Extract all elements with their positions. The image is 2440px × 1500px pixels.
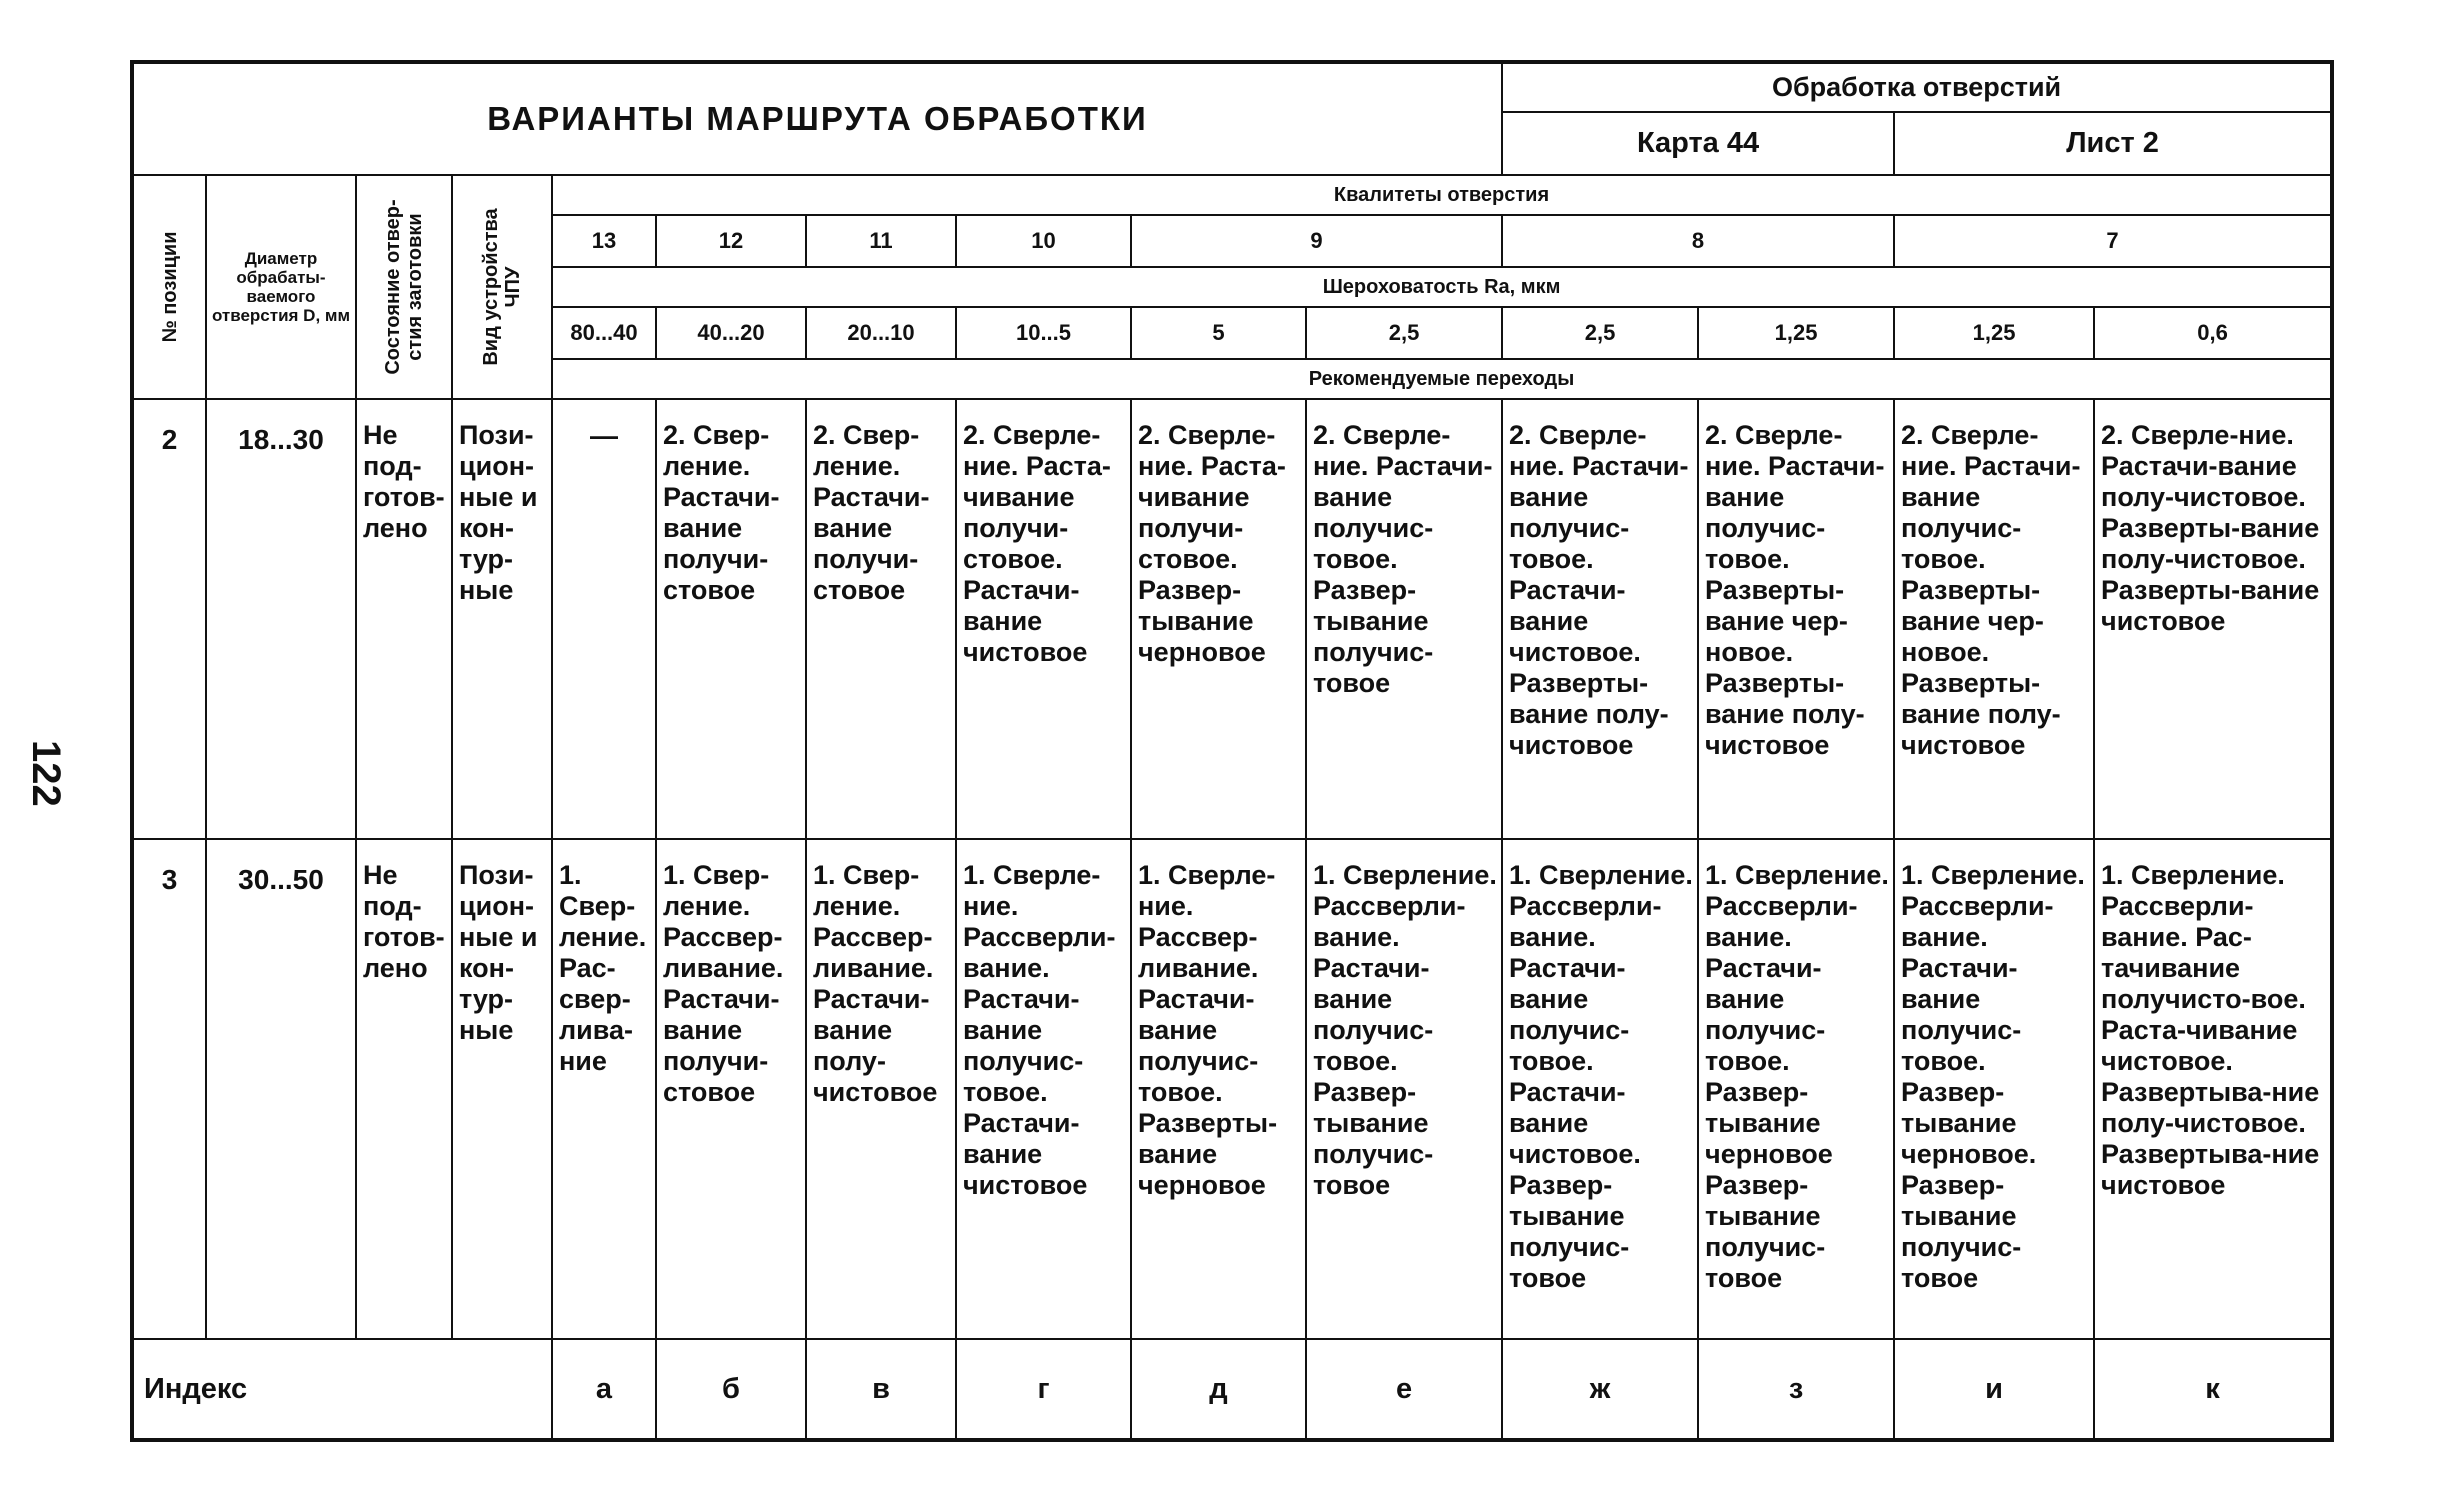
roughness-cell: 2,5 xyxy=(1306,307,1502,359)
state-cell: Не под-готов-лено xyxy=(356,839,452,1339)
quality-cell: 10 xyxy=(956,215,1131,267)
transition-cell: 1. Сверление. Рассверли-вание. Растачи-вание получис-товое. Растачи-вание чистовое. Развер-тывание получис-товое xyxy=(1502,839,1698,1339)
header-device-text: Вид устройства ЧПУ xyxy=(480,208,524,366)
transition-cell: — xyxy=(552,399,656,839)
roughness-cell: 20...10 xyxy=(806,307,956,359)
index-cell: и xyxy=(1894,1339,2094,1440)
roughness-cell: 1,25 xyxy=(1894,307,2094,359)
routing-table xyxy=(130,60,2334,1442)
index-cell: в xyxy=(806,1339,956,1440)
roughness-cell: 40...20 xyxy=(656,307,806,359)
transitions-header: Рекомендуемые переходы xyxy=(552,359,2332,399)
transition-cell: 2. Сверле-ние. Раста-чивание получи-стовое. Растачи-вание чистовое xyxy=(956,399,1131,839)
index-cell: а xyxy=(552,1339,656,1440)
quality-cell: 8 xyxy=(1502,215,1894,267)
roughness-cell: 1,25 xyxy=(1698,307,1894,359)
transition-cell: 2. Свер-ление. Растачи-вание получи-стовое xyxy=(806,399,956,839)
diameter-cell: 18...30 xyxy=(206,399,356,839)
quality-cell: 12 xyxy=(656,215,806,267)
diameter-cell: 30...50 xyxy=(206,839,356,1339)
transition-cell: 1. Сверление. Рассверли-вание. Рас-тачивание получисто-вое. Раста-чивание чистовое. Развертыва-ние полу-чистовое. Развертыва-ние чистовое xyxy=(2094,839,2332,1339)
quality-header: Квалитеты отверстия xyxy=(552,175,2332,215)
transition-cell: 2. Сверле-ние. Растачи-вание получис-товое. Развер-тывание получис-товое xyxy=(1306,399,1502,839)
index-row xyxy=(132,1339,2332,1440)
quality-cell: 13 xyxy=(552,215,656,267)
index-cell: к xyxy=(2094,1339,2332,1440)
quality-cell: 7 xyxy=(1894,215,2332,267)
transition-cell: 2. Сверле-ние. Растачи-вание получис-товое. Разверты-вание чер-новое. Разверты-вание полу-чистовое xyxy=(1698,399,1894,839)
roughness-cell: 80...40 xyxy=(552,307,656,359)
roughness-header: Шероховатость Ra, мкм xyxy=(552,267,2332,307)
index-cell: з xyxy=(1698,1339,1894,1440)
transition-cell: 1. Сверле-ние. Рассвер-ливание. Растачи-вание получис-товое. Разверты-вание черновое xyxy=(1131,839,1306,1339)
header-diameter: Диаметр обрабаты-ваемого отверстия D, мм xyxy=(206,175,356,399)
transition-cell: 2. Сверле-ние. Растачи-вание получис-товое. Растачи-вание чистовое. Разверты-вание полу-чистовое xyxy=(1502,399,1698,839)
roughness-cell: 5 xyxy=(1131,307,1306,359)
index-cell: д xyxy=(1131,1339,1306,1440)
device-cell: Пози-цион-ные и кон-тур-ные xyxy=(452,839,552,1339)
position-cell: 3 xyxy=(132,839,206,1339)
device-cell: Пози-цион-ные и кон-тур-ные xyxy=(452,399,552,839)
transition-cell: 2. Сверле-ние. Раста-чивание получи-стовое. Развер-тывание черновое xyxy=(1131,399,1306,839)
roughness-cell: 10...5 xyxy=(956,307,1131,359)
header-position-text: № позиции xyxy=(158,231,181,343)
header-position xyxy=(132,175,206,399)
page-number: 122 xyxy=(24,740,68,807)
transition-cell: 1. Свер-ление. Рас-свер-лива-ние xyxy=(552,839,656,1339)
state-cell: Не под-готов-лено xyxy=(356,399,452,839)
header-device xyxy=(452,175,552,399)
quality-cell: 9 xyxy=(1131,215,1502,267)
transition-cell: 1. Сверление. Рассверли-вание. Растачи-вание получис-товое. Развер-тывание черновое Развер-тывание получис-товое xyxy=(1698,839,1894,1339)
quality-cell: 11 xyxy=(806,215,956,267)
index-cell: е xyxy=(1306,1339,1502,1440)
sheet-number: Лист 2 xyxy=(1894,112,2332,175)
transition-cell: 1. Сверле-ние. Рассверли-вание. Растачи-вание получис-товое. Растачи-вание чистовое xyxy=(956,839,1131,1339)
table-title: ВАРИАНТЫ МАРШРУТА ОБРАБОТКИ xyxy=(132,62,1502,175)
transition-cell: 1. Сверление. Рассверли-вание. Растачи-вание получис-товое. Развер-тывание черновое. Развер-тывание получис-товое xyxy=(1894,839,2094,1339)
transition-cell: 1. Свер-ление. Рассвер-ливание. Растачи-вание полу-чистовое xyxy=(806,839,956,1339)
index-cell: б xyxy=(656,1339,806,1440)
roughness-cell: 2,5 xyxy=(1502,307,1698,359)
header-state xyxy=(356,175,452,399)
transition-cell: 2. Сверле-ние. Растачи-вание полу-чистовое. Разверты-вание полу-чистовое. Разверты-вание чистовое xyxy=(2094,399,2332,839)
header-state-text: Состояние отвер-стия заготовки xyxy=(382,199,426,375)
transition-cell: 1. Сверление. Рассверли-вание. Растачи-вание получис-товое. Развер-тывание получис-товое xyxy=(1306,839,1502,1339)
roughness-cell: 0,6 xyxy=(2094,307,2332,359)
table-row xyxy=(132,399,2332,839)
section-title: Обработка отверстий xyxy=(1502,62,2332,112)
transition-cell: 2. Свер-ление. Растачи-вание получи-стовое xyxy=(656,399,806,839)
index-label: Индекс xyxy=(132,1339,552,1440)
transition-cell: 1. Свер-ление. Рассвер-ливание. Растачи-вание получи-стовое xyxy=(656,839,806,1339)
index-cell: г xyxy=(956,1339,1131,1440)
table-row xyxy=(132,839,2332,1339)
card-number: Карта 44 xyxy=(1502,112,1894,175)
position-cell: 2 xyxy=(132,399,206,839)
index-cell: ж xyxy=(1502,1339,1698,1440)
transition-cell: 2. Сверле-ние. Растачи-вание получис-товое. Разверты-вание чер-новое. Разверты-вание полу-чистовое xyxy=(1894,399,2094,839)
